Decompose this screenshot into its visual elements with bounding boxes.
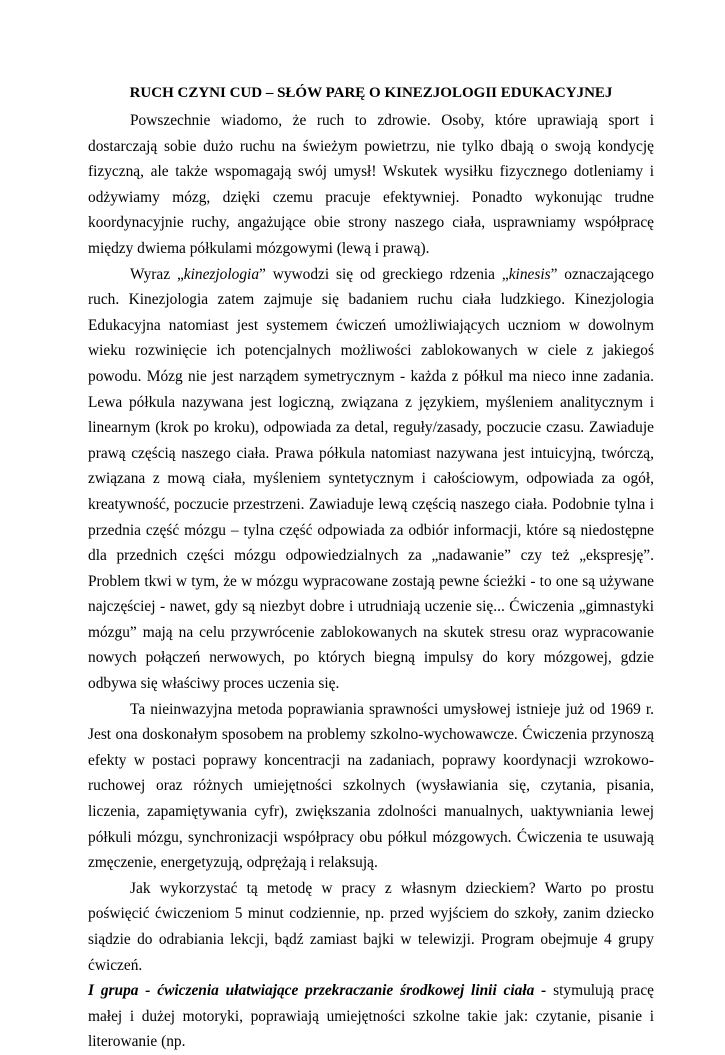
paragraph-method: Ta nieinwazyjna metoda poprawiania sprawności umysłowej istnieje już od 1969 r. Jest ona doskonałym sposobem na problemy szkolno-wychowawcze. Ćwiczenia przynoszą efekty w postaci poprawy koncentracji na zadaniach, poprawy koordynacji wzrokowo-ruchowej oraz różnych umiejętności szkolnych (wysławiania się, czytania, pisania, liczenia, zapamiętywania cyfr), zwiększania zdolności manualnych, uaktywniania lewej półkuli mózgu, synchronizacji współpracy obu półkul mózgowych. Ćwiczenia te usuwają zmęczenie, energetyzują, odprężają i relaksują. [88, 700, 654, 872]
paragraph-usage: Jak wykorzystać tą metodę w pracy z własnym dzieckiem? Warto po prostu poświęcić ćwiczeniom 5 minut codziennie, np. przed wyjściem do szkoły, zanim dziecko siądzie do odrabiania lekcji, bądź zamiast bajki w telewizji. Program obejmuje 4 grupy ćwiczeń. [88, 879, 654, 974]
term-kinezjologia: kinezjologia [183, 265, 260, 283]
document-title: RUCH CZYNI CUD – SŁÓW PARĘ O KINEZJOLOGII EDUKACYJNEJ [129, 85, 613, 101]
text-segment: Wyraz „ [130, 265, 184, 283]
group-one-text: stymulują pracę małej i dużej motoryki, poprawiają umiejętności szkolne takie jak: czytanie, pisanie i literowanie (np. [88, 982, 654, 1051]
paragraph-intro: Powszechnie wiadomo, że ruch to zdrowie. Osoby, które uprawiają sport i dostarczają sobie dużo ruchu na świeżym powietrzu, nie tylko dbają o swoją kondycję fizyczną, ale także wspomagają swój umysł! Wskutek wysiłku fizycznego dotleniamy i odżywiamy mózg, dzięki czemu pracuje efektywniej. Ponadto wykonując trudne koordynacyjnie ruchy, angażujące obie strony naszego ciała, usprawniamy współpracę między dwiema półkulami mózgowymi (lewą i prawą). [88, 112, 654, 257]
text-segment: ” wywodzi się od greckiego rdzenia „ [259, 265, 509, 283]
group-one-heading: I grupa - ćwiczenia ułatwiające przekraczanie środkowej linii ciała - [88, 982, 547, 1000]
text-segment: ” oznaczającego ruch. Kinezjologia zatem zajmuje się badaniem ruchu ciała ludzkiego. Kinezjologia Edukacyjna natomiast jest systemem ćwiczeń umożliwiających uczniom w dowolnym wieku rozwinięcie ich potencjalnych możliwości zablokowanych w ciele z jakiegoś powodu. Mózg nie jest narządem symetrycznym - każda z półkul ma nieco inne zadania. Lewa półkula nazywana jest logiczną, związana z językiem, myśleniem analitycznym i linearnym (krok po kroku), odpowiada za detal, reguły/zasady, poczucie czasu. Zawiaduje prawą częścią naszego ciała. Prawa półkula natomiast nazywana jest intuicyjną, twórczą, związana z mową ciała, myśleniem syntetycznym i całościowym, odpowiada za ogół, kreatywność, poczucie przestrzeni. Zawiaduje lewą częścią naszego ciała. Podobnie tylna i przednia część mózgu – tylna część odpowiada za odbiór informacji, które są niedostępne dla przednich części mózgu odpowiedzialnych za „nadawanie” czy też „ekspresję”. Problem tkwi w tym, że w mózgu wypracowane zostają pewne ścieżki - to one są używane najczęściej - nawet, gdy są niezbyt dobre i utrudniają uczenie się... Ćwiczenia „gimnastyki mózgu” mają na celu przywrócenie zablokowanych na skutek stresu oraz wypracowanie nowych połączeń nerwowych, po których biegną impulsy do kory mózgowej, gdzie odbywa się właściwy proces uczenia się. [88, 265, 655, 693]
document-page [88, 84, 654, 1055]
paragraph-group-one [88, 978, 654, 1055]
term-kinesis: kinesis [508, 265, 551, 283]
paragraph-kinesiology [88, 262, 654, 697]
